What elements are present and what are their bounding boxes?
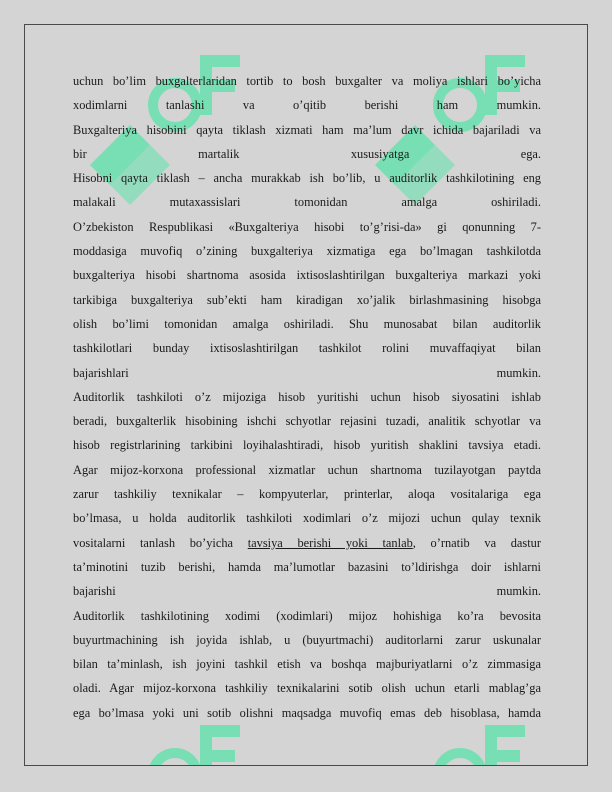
text-line: beradi, buxgalterlik hisobining ishchi schyotlar rejasini tuzadi, analitik schyotlar va — [73, 414, 541, 429]
text-line: ega bo’lmasa yoki uni sotib olishni maqsadga muvofiq emas deb hisoblasa, hamda — [73, 705, 541, 720]
text-line: xodimlarni tanlashi va o’qitib berishi ham mumkin. — [73, 98, 541, 113]
text-line: bajarishlari mumkin. — [73, 365, 541, 380]
text-line: olish bo’limi tomonidan amalga oshiriladi. Shu munosabat bilan auditorlik — [73, 316, 541, 331]
text-line: Auditorlik tashkiloti o’z mijoziga hisob yuritishi uchun hisob siyosatini ishlab — [73, 389, 541, 404]
text-line: Hisobni qayta tiklash – ancha murakkab ish bo’lib, u auditorlik tashkilotining eng — [73, 171, 541, 186]
text-line: bir martalik xususiyatga ega. — [73, 146, 541, 161]
text-line: bo’lmasa, u holda auditorlik tashkiloti xodimlari o’z mijozi uchun qulay texnik — [73, 511, 541, 526]
underlined-text: tavsiya berishi yoki tanlab — [247, 535, 413, 550]
text-line: bilan ta’minlash, ish joyini tashkil etish va boshqa majburiyatlarni o’z zimmasiga — [73, 657, 541, 672]
text-line: moddasiga muvofiq o’zining buxgalteriya xizmatiga ega bo’lmagan tashkilotda — [73, 244, 541, 259]
text-line: buxgalteriya hisobi shartnoma asosida ixtisoslashtirilgan buxgalteriya markazi yoki — [73, 268, 541, 283]
body-text — [73, 69, 541, 725]
document-page — [24, 24, 588, 766]
text-line: buyurtmachining ish joyida ishlab, u (buyurtmachi) auditorlarni zarur uskunalar — [73, 632, 541, 647]
text-line: O’zbekiston Respublikasi «Buxgalteriya hisobi to’g’risi-da» gi qonunning 7- — [73, 219, 541, 234]
text-line: tarkibiga buxgalteriya sub’ekti ham kiradigan xo’jalik birlashmasining hisobga — [73, 292, 541, 307]
text-line: malakali mutaxassislari tomonidan amalga oshiriladi. — [73, 195, 541, 210]
text-line: tashkilotlari bunday ixtisoslashtirilgan tashkilot rolini muvaffaqiyat bilan — [73, 341, 541, 356]
text-line: Auditorlik tashkilotining xodimi (xodimlari) mijoz hohishiga ko’ra bevosita — [73, 608, 541, 623]
text-line: bajarishi mumkin. — [73, 584, 541, 599]
text-line: oladi. Agar mijoz-korxona tashkiliy texnikalarini sotib olish uchun etarli mablag’ga — [73, 681, 541, 696]
text-line: uchun bo’lim buxgalterlaridan tortib to bosh buxgalter va moliya ishlari bo’yicha — [73, 74, 541, 88]
text-line: hisob registrlarining tarkibini loyihalashtiradi, hisob yuritish shaklini tavsiya etadi. — [73, 438, 541, 453]
text-line: zarur tashkiliy texnikalar – kompyuterlar, printerlar, aloqa vositalariga ega — [73, 487, 541, 502]
text-line: vositalarni tanlash bo’yicha tavsiya berishi yoki tanlab, o’rnatib va dastur — [73, 535, 542, 550]
text-line: Buxgalteriya hisobini qayta tiklash xizmati ham ma’lum davr ichida bajariladi va — [73, 122, 541, 137]
text-line: Agar mijoz-korxona professional xizmatlar uchun shartnoma tuzilayotgan paytda — [73, 462, 541, 477]
text-line: ta’minotini tuzib berishi, hamda ma’lumotlar bazasini to’ldirishga doir ishlarni — [73, 559, 541, 574]
